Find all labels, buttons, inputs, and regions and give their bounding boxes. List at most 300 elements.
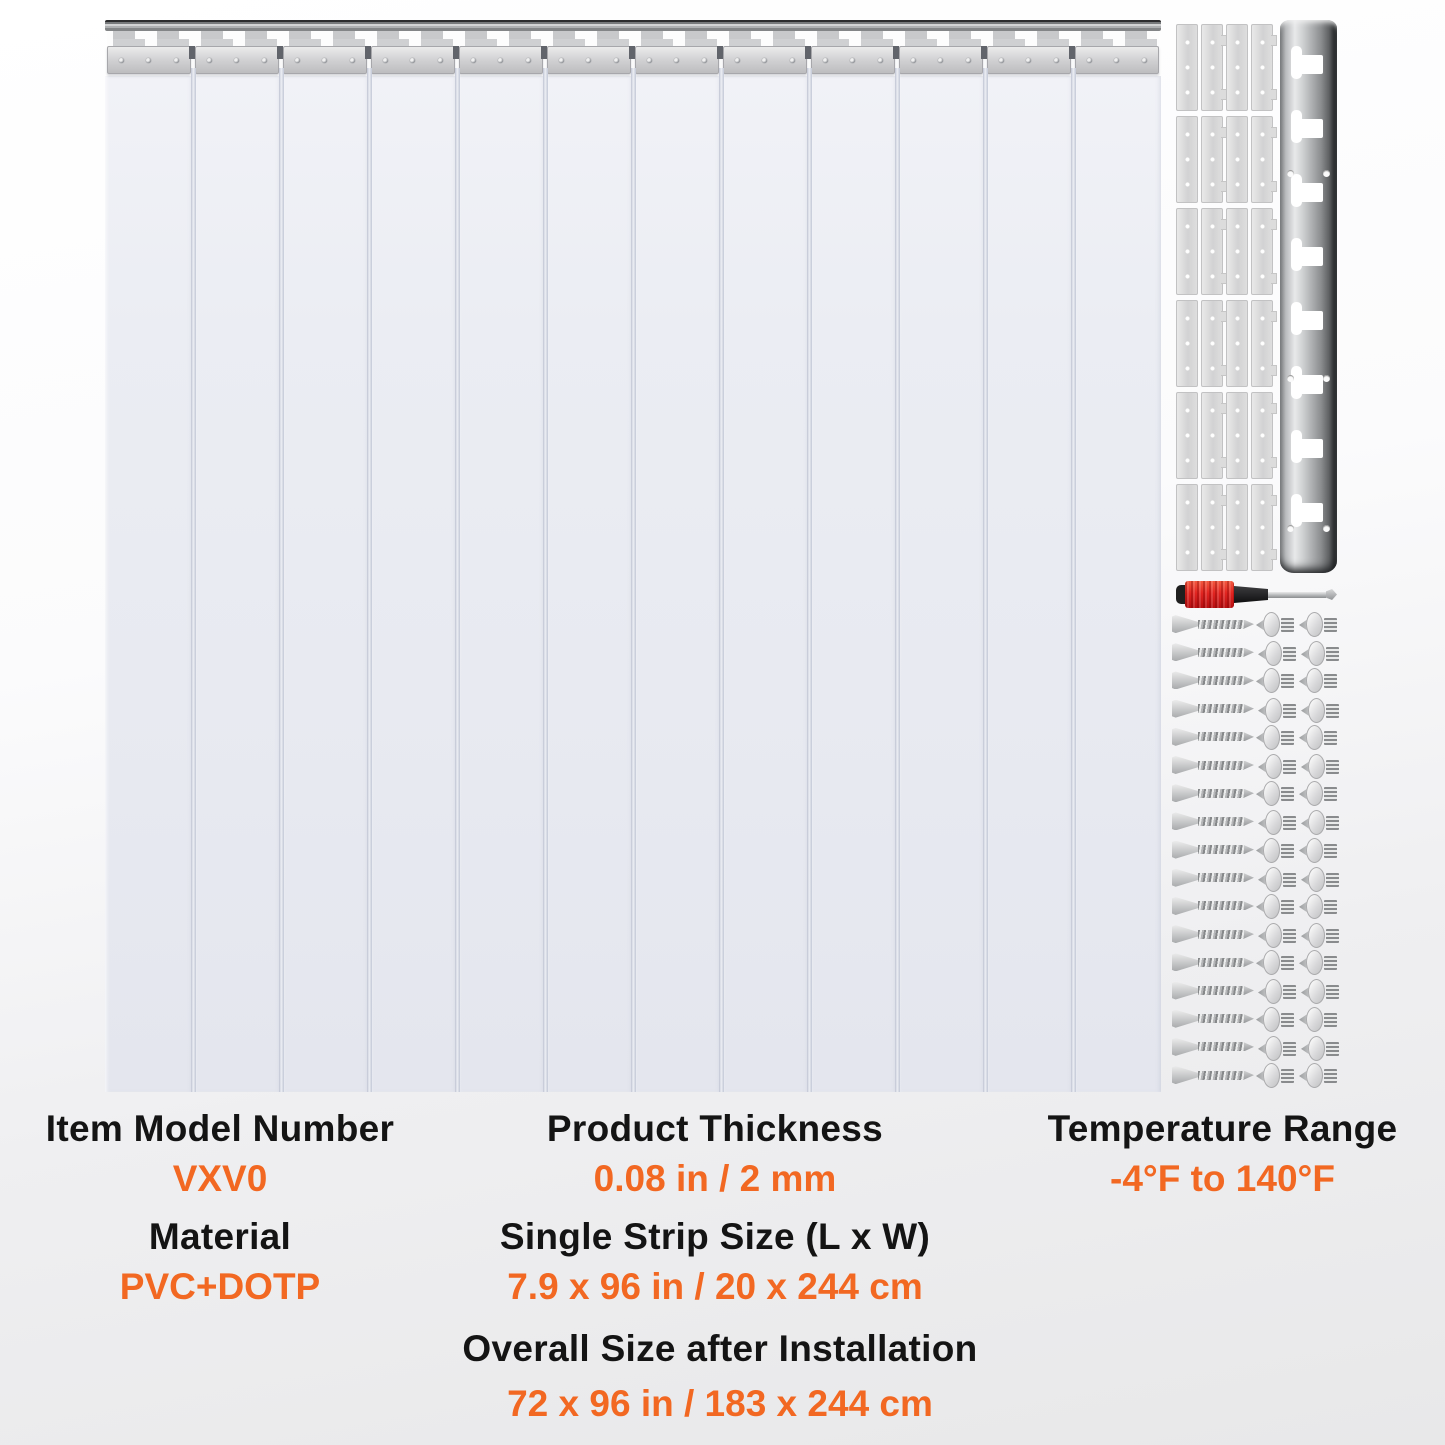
screw-thread <box>1324 900 1337 914</box>
screw-thread <box>1324 618 1337 632</box>
screw-head-face <box>1263 1063 1280 1088</box>
spec-label: Temperature Range <box>1047 1108 1398 1149</box>
rivet-icon <box>498 58 503 63</box>
rivet-icon <box>262 58 267 63</box>
screw-hole-icon <box>1210 90 1215 95</box>
screw-thread <box>1198 761 1244 770</box>
screw-hole-icon <box>1260 65 1265 70</box>
mounting-bracket-plate <box>1201 300 1223 387</box>
rivet-icon <box>350 58 355 63</box>
screw-hole-icon <box>1185 224 1190 229</box>
short-screw-icon <box>1299 723 1341 751</box>
spec-value: PVC+DOTP <box>119 1265 321 1307</box>
screw-hole-icon <box>1235 224 1240 229</box>
screw-thread <box>1326 985 1339 999</box>
rail-hole-icon <box>1323 375 1330 382</box>
screw-thread <box>1326 816 1339 830</box>
screw-hole-icon <box>1210 316 1215 321</box>
rivet-icon <box>966 58 971 63</box>
screw-head-face <box>1263 950 1280 975</box>
spec-label: Material <box>148 1216 292 1257</box>
screw-head <box>1172 841 1198 859</box>
screw-hole-icon <box>1260 500 1265 505</box>
strip-mounting-plate <box>635 46 719 74</box>
curtain-strip <box>721 46 809 1092</box>
long-screw-column <box>1172 610 1256 1089</box>
screw-hole-icon <box>1235 366 1240 371</box>
screw-head <box>1172 869 1198 887</box>
rail-hole-icon <box>1323 525 1330 532</box>
screw-hole-icon <box>1185 408 1190 413</box>
mounting-bracket-plate <box>1176 24 1198 111</box>
long-screw-icon <box>1172 610 1256 638</box>
strip-mounting-plate <box>283 46 367 74</box>
rivet-icon <box>234 58 239 63</box>
pvc-strip <box>105 76 193 1092</box>
screw-hole-icon <box>1210 433 1215 438</box>
screw-head-face <box>1265 754 1282 779</box>
screw-hole-icon <box>1210 40 1215 45</box>
screw-hole-icon <box>1260 550 1265 555</box>
screw-hole-icon <box>1260 341 1265 346</box>
screw-tip <box>1244 704 1254 713</box>
screw-hole-icon <box>1210 132 1215 137</box>
strip-curtain <box>105 20 1161 1092</box>
screw-hole-icon <box>1185 550 1190 555</box>
rail-hole-icon <box>1323 170 1330 177</box>
screw-hole-icon <box>1235 249 1240 254</box>
screw-head-face <box>1263 612 1280 637</box>
curtain-strips <box>105 46 1161 1092</box>
screw-thread <box>1324 731 1337 745</box>
screw-hole-icon <box>1185 40 1190 45</box>
strip-mounting-plate <box>547 46 631 74</box>
hanging-rail-icon <box>105 20 1161 31</box>
short-screw-column <box>1256 610 1298 1089</box>
rivet-icon <box>295 58 300 63</box>
screw-thread <box>1198 620 1244 629</box>
mounting-bracket-plate <box>1251 24 1273 111</box>
screw-head <box>1172 925 1198 943</box>
pvc-strip <box>369 76 457 1092</box>
screw-thread <box>1281 787 1294 801</box>
mounting-bracket-plate <box>1201 24 1223 111</box>
screw-hole-icon <box>1185 182 1190 187</box>
screw-thread <box>1198 986 1244 995</box>
screw-head-face <box>1263 725 1280 750</box>
screw-thread <box>1283 704 1296 718</box>
screw-tip <box>1244 1042 1254 1051</box>
screw-thread <box>1198 930 1244 939</box>
mounting-bracket-plate <box>1176 208 1198 295</box>
rivet-icon <box>647 58 652 63</box>
screw-thread <box>1281 1069 1294 1083</box>
screw-head-face <box>1308 867 1325 892</box>
pvc-strip <box>1073 76 1161 1092</box>
rail-slot <box>1291 174 1302 207</box>
strip-mounting-plate <box>107 46 191 74</box>
mounting-bracket-plate <box>1251 208 1273 295</box>
screw-thread <box>1324 1069 1337 1083</box>
short-screw-icon <box>1301 1034 1343 1062</box>
bracket-block <box>1176 116 1273 203</box>
screw-tip <box>1244 958 1254 967</box>
screw-hole-icon <box>1260 40 1265 45</box>
screw-thread <box>1198 732 1244 741</box>
screw-head <box>1172 643 1198 661</box>
screw-head-face <box>1306 894 1323 919</box>
curtain-strip <box>1073 46 1161 1092</box>
screw-hole-icon <box>1235 40 1240 45</box>
rivet-icon <box>878 58 883 63</box>
screw-tip <box>1244 1071 1254 1080</box>
screw-hole-icon <box>1185 366 1190 371</box>
mounting-bracket-plate <box>1176 392 1198 479</box>
spec-temperature-range <box>1005 1108 1440 1201</box>
rivet-icon <box>146 58 151 63</box>
pvc-strip <box>193 76 281 1092</box>
screw-head <box>1172 1038 1198 1056</box>
spec-product-thickness <box>460 1108 970 1201</box>
curtain-strip <box>633 46 721 1092</box>
rivet-icon <box>790 58 795 63</box>
mounting-bracket-plate <box>1226 208 1248 295</box>
pvc-strip <box>281 76 369 1092</box>
screw-head-face <box>1265 698 1282 723</box>
screw-thread <box>1326 760 1339 774</box>
screwdriver-cap <box>1176 585 1185 604</box>
screw-thread <box>1198 901 1244 910</box>
screw-hole-icon <box>1235 341 1240 346</box>
long-screw-icon <box>1172 666 1256 694</box>
screw-thread <box>1198 1014 1244 1023</box>
screw-hole-icon <box>1185 458 1190 463</box>
screw-thread <box>1324 787 1337 801</box>
screw-hole-icon <box>1235 132 1240 137</box>
screw-hole-icon <box>1235 316 1240 321</box>
short-screw-icon <box>1258 639 1300 667</box>
long-screw-icon <box>1172 638 1256 666</box>
screw-thread <box>1283 873 1296 887</box>
screw-hole-icon <box>1185 249 1190 254</box>
short-screw-icon <box>1256 1005 1298 1033</box>
screw-thread <box>1198 676 1244 685</box>
screw-head <box>1172 671 1198 689</box>
pvc-strip <box>721 76 809 1092</box>
short-screw-icon <box>1258 865 1300 893</box>
screw-thread <box>1283 760 1296 774</box>
short-screw-icon <box>1299 610 1341 638</box>
rivet-icon <box>559 58 564 63</box>
screw-hole-icon <box>1185 90 1190 95</box>
rivet-icon <box>586 58 591 63</box>
screw-tip <box>1244 676 1254 685</box>
mounting-bracket-plate <box>1251 484 1273 571</box>
screw-thread <box>1281 900 1294 914</box>
screw-tip <box>1244 789 1254 798</box>
screw-thread <box>1283 647 1296 661</box>
mounting-bracket-plate <box>1226 300 1248 387</box>
screw-tip <box>1244 845 1254 854</box>
screw-thread <box>1326 929 1339 943</box>
screw-head <box>1172 812 1198 830</box>
screw-tip <box>1244 620 1254 629</box>
mounting-bracket-plate <box>1176 300 1198 387</box>
short-screw-column <box>1299 610 1341 1089</box>
screw-hole-icon <box>1260 366 1265 371</box>
strip-mounting-plate <box>459 46 543 74</box>
screw-hole-icon <box>1185 316 1190 321</box>
screw-head-face <box>1263 668 1280 693</box>
mounting-bracket-plate <box>1251 300 1273 387</box>
rail-hole-icon <box>1287 375 1294 382</box>
screw-hole-icon <box>1210 408 1215 413</box>
curtain-strip <box>105 46 193 1092</box>
screw-tip <box>1244 930 1254 939</box>
screw-thread <box>1281 844 1294 858</box>
short-screw-icon <box>1301 639 1343 667</box>
screw-hole-icon <box>1235 408 1240 413</box>
short-screw-icon <box>1299 892 1341 920</box>
screw-hole-icon <box>1185 341 1190 346</box>
screw-hole-icon <box>1260 90 1265 95</box>
rivet-icon <box>850 58 855 63</box>
screw-hole-icon <box>1185 157 1190 162</box>
screwdriver-shaft <box>1268 592 1326 598</box>
strip-mounting-plate <box>723 46 807 74</box>
pvc-strip <box>985 76 1073 1092</box>
screw-hole-icon <box>1260 249 1265 254</box>
rail-slot <box>1291 430 1302 463</box>
spec-value: -4°F to 140°F <box>1110 1157 1335 1199</box>
screw-hole-icon <box>1210 550 1215 555</box>
short-screw-icon <box>1299 948 1341 976</box>
long-screw-icon <box>1172 1061 1256 1089</box>
short-screw-icon <box>1258 752 1300 780</box>
screw-head-face <box>1265 1036 1282 1061</box>
screw-head <box>1172 982 1198 1000</box>
short-screw-icon <box>1256 666 1298 694</box>
screw-thread <box>1283 985 1296 999</box>
short-screw-icon <box>1301 921 1343 949</box>
short-screw-icon <box>1256 836 1298 864</box>
rivet-icon <box>207 58 212 63</box>
screw-head-face <box>1306 781 1323 806</box>
rivet-icon <box>674 58 679 63</box>
curtain-strip <box>193 46 281 1092</box>
long-screw-icon <box>1172 976 1256 1004</box>
screw-head-face <box>1265 979 1282 1004</box>
screw-hole-icon <box>1235 157 1240 162</box>
screw-thread <box>1326 647 1339 661</box>
screw-thread <box>1326 873 1339 887</box>
wall-rail <box>1280 20 1337 573</box>
screw-head-face <box>1306 950 1323 975</box>
screw-hole-icon <box>1235 500 1240 505</box>
screw-hole-icon <box>1210 157 1215 162</box>
screw-tip <box>1244 761 1254 770</box>
screw-thread <box>1198 789 1244 798</box>
bracket-block <box>1176 300 1273 387</box>
screw-thread <box>1281 674 1294 688</box>
rivet-icon <box>1142 58 1147 63</box>
strip-mounting-plate <box>811 46 895 74</box>
screw-hole-icon <box>1185 525 1190 530</box>
long-screw-icon <box>1172 1033 1256 1061</box>
mounting-bracket-plate <box>1201 116 1223 203</box>
screw-tip <box>1244 873 1254 882</box>
screw-head-face <box>1308 1036 1325 1061</box>
screw-head <box>1172 700 1198 718</box>
short-screw-icon <box>1299 836 1341 864</box>
rivet-icon <box>410 58 415 63</box>
screw-head-face <box>1308 641 1325 666</box>
screw-hole-icon <box>1235 550 1240 555</box>
screw-head-face <box>1263 894 1280 919</box>
screw-hole-icon <box>1210 224 1215 229</box>
strip-mounting-plate <box>1075 46 1159 74</box>
bracket-block <box>1176 24 1273 111</box>
screw-head-face <box>1308 698 1325 723</box>
screw-thread <box>1198 873 1244 882</box>
spec-value: 72 x 96 in / 183 x 244 cm <box>507 1382 933 1424</box>
screw-tip <box>1244 1014 1254 1023</box>
long-screw-icon <box>1172 892 1256 920</box>
long-screw-icon <box>1172 751 1256 779</box>
screwdriver-handle <box>1185 581 1234 608</box>
curtain-strip <box>809 46 897 1092</box>
screw-hole-icon <box>1210 341 1215 346</box>
screw-thread <box>1198 845 1244 854</box>
screw-head <box>1172 784 1198 802</box>
rivet-icon <box>471 58 476 63</box>
rivet-icon <box>911 58 916 63</box>
long-screw-icon <box>1172 1005 1256 1033</box>
screw-thread <box>1324 1013 1337 1027</box>
short-screw-icon <box>1256 779 1298 807</box>
rail-slot <box>1291 302 1302 335</box>
short-screw-icon <box>1299 1005 1341 1033</box>
screwdriver-collar <box>1234 586 1268 603</box>
screw-hole-icon <box>1210 274 1215 279</box>
mounting-bracket-plate <box>1226 24 1248 111</box>
screw-hole-icon <box>1260 132 1265 137</box>
rail-hanger-hooks-icon <box>107 31 1159 47</box>
screw-hole-icon <box>1260 408 1265 413</box>
pvc-strip <box>633 76 721 1092</box>
screw-hole-icon <box>1210 458 1215 463</box>
spec-single-strip-size <box>460 1216 970 1309</box>
strip-mounting-plate <box>987 46 1071 74</box>
screw-tip <box>1244 986 1254 995</box>
long-screw-icon <box>1172 864 1256 892</box>
spec-item-model-number <box>10 1108 430 1201</box>
screw-head <box>1172 756 1198 774</box>
mounting-bracket-plate <box>1201 484 1223 571</box>
screw-hole-icon <box>1185 65 1190 70</box>
long-screw-icon <box>1172 807 1256 835</box>
screw-thread <box>1281 618 1294 632</box>
screw-hole-icon <box>1260 433 1265 438</box>
screw-hole-icon <box>1210 182 1215 187</box>
screw-head-face <box>1306 612 1323 637</box>
rail-slot <box>1291 46 1302 79</box>
strip-mounting-plate <box>371 46 455 74</box>
screw-head-face <box>1308 810 1325 835</box>
rail-slot <box>1291 494 1302 527</box>
screw-tip <box>1244 817 1254 826</box>
screw-head-face <box>1265 641 1282 666</box>
rivet-icon <box>1114 58 1119 63</box>
screwdriver-icon <box>1176 581 1340 608</box>
rivet-icon <box>735 58 740 63</box>
rivet-icon <box>938 58 943 63</box>
screw-head <box>1172 1010 1198 1028</box>
screw-hole-icon <box>1210 525 1215 530</box>
bracket-block <box>1176 392 1273 479</box>
short-screw-icon <box>1256 948 1298 976</box>
curtain-strip <box>545 46 633 1092</box>
screw-hole-icon <box>1235 90 1240 95</box>
spec-value: VXV0 <box>172 1157 268 1199</box>
curtain-strip <box>985 46 1073 1092</box>
rivet-icon <box>526 58 531 63</box>
screw-hole-icon <box>1235 458 1240 463</box>
bracket-block <box>1176 484 1273 571</box>
rivet-icon <box>119 58 124 63</box>
rail-slot <box>1291 110 1302 143</box>
bracket-grid <box>1176 24 1273 584</box>
short-screw-icon <box>1301 865 1343 893</box>
short-screw-icon <box>1299 1061 1341 1089</box>
curtain-strip <box>897 46 985 1092</box>
screw-head <box>1172 1066 1198 1084</box>
rivet-icon <box>823 58 828 63</box>
screw-head-face <box>1308 979 1325 1004</box>
screw-hole-icon <box>1185 500 1190 505</box>
long-screw-icon <box>1172 695 1256 723</box>
long-screw-icon <box>1172 723 1256 751</box>
screw-hole-icon <box>1210 65 1215 70</box>
mounting-bracket-plate <box>1176 116 1198 203</box>
mounting-bracket-plate <box>1176 484 1198 571</box>
screw-thread <box>1281 956 1294 970</box>
pvc-strip <box>545 76 633 1092</box>
screw-tip <box>1244 732 1254 741</box>
short-screw-icon <box>1258 808 1300 836</box>
rivet-icon <box>322 58 327 63</box>
curtain-strip <box>369 46 457 1092</box>
short-screw-icon <box>1301 696 1343 724</box>
screw-hole-icon <box>1260 274 1265 279</box>
curtain-strip <box>457 46 545 1092</box>
short-screw-icon <box>1258 977 1300 1005</box>
rivet-icon <box>1054 58 1059 63</box>
screw-head <box>1172 953 1198 971</box>
mounting-bracket-plate <box>1226 392 1248 479</box>
rivet-icon <box>383 58 388 63</box>
screw-hole-icon <box>1235 274 1240 279</box>
screw-head-face <box>1306 1007 1323 1032</box>
rivet-icon <box>702 58 707 63</box>
screw-hole-icon <box>1235 182 1240 187</box>
screw-hole-icon <box>1185 274 1190 279</box>
screw-thread <box>1324 956 1337 970</box>
screw-thread <box>1198 1071 1244 1080</box>
rivet-icon <box>999 58 1004 63</box>
screw-thread <box>1198 817 1244 826</box>
mounting-bracket-plate <box>1251 116 1273 203</box>
